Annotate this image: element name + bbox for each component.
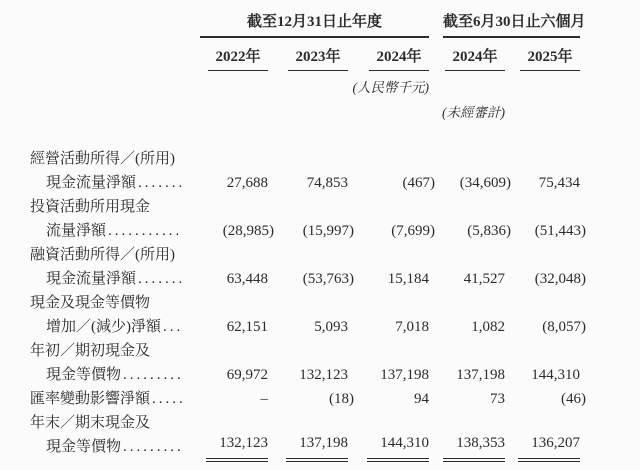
value: 144,310 bbox=[367, 431, 429, 459]
table-row bbox=[30, 411, 580, 459]
period-group-row bbox=[30, 10, 580, 38]
value-cell bbox=[429, 195, 512, 243]
table-row bbox=[30, 195, 580, 243]
row-label bbox=[30, 195, 200, 243]
value: (51,443) bbox=[534, 223, 587, 239]
row-label bbox=[30, 121, 200, 195]
value: (34,609) bbox=[459, 175, 512, 191]
row-label-line: 增加／(減少)淨額 ... bbox=[46, 319, 184, 335]
row-label-line: 匯率變動影響淨額 ..... bbox=[30, 391, 186, 407]
value: (7,699) bbox=[391, 223, 436, 239]
value: (46) bbox=[561, 391, 587, 407]
value-cell bbox=[200, 291, 268, 339]
value: 27,688 bbox=[226, 175, 268, 191]
row-label-line: 經營活動所得／(所用) bbox=[30, 151, 175, 167]
value-cell bbox=[200, 195, 274, 243]
row-label-line: 現金及現金等價物 bbox=[30, 295, 151, 311]
value: 15,184 bbox=[387, 271, 430, 287]
dot-leader: ....... bbox=[138, 175, 186, 191]
value: 69,972 bbox=[226, 367, 268, 383]
period-interim-header: 截至6月30日止六個月 bbox=[443, 10, 580, 38]
row-label-line: 現金流量淨額 ....... bbox=[46, 271, 186, 287]
value-cell bbox=[505, 243, 587, 291]
row-label-line: 現金等價物 ......... bbox=[46, 439, 184, 455]
period-annual-header: 截至12月31日止年度 bbox=[200, 10, 429, 38]
unaudited-note: (未經審計) bbox=[442, 105, 506, 120]
year-2022: 2022年 bbox=[208, 45, 268, 71]
table-row bbox=[30, 243, 580, 291]
value: 138,353 bbox=[443, 431, 505, 459]
row-label-line: 流量淨額 ........... bbox=[46, 223, 183, 239]
dot-leader: ......... bbox=[123, 439, 184, 455]
value: 41,527 bbox=[463, 271, 506, 287]
dot-leader: ..... bbox=[152, 391, 186, 407]
value: (28,985) bbox=[222, 223, 274, 239]
table-row bbox=[30, 387, 580, 411]
year-row bbox=[30, 38, 580, 71]
value-cell bbox=[429, 339, 505, 387]
value: (5,836) bbox=[467, 223, 512, 239]
row-label bbox=[30, 387, 200, 411]
value: (32,048) bbox=[534, 271, 587, 287]
row-label bbox=[30, 339, 200, 387]
row-label bbox=[30, 291, 200, 339]
value-cell bbox=[200, 121, 268, 195]
value-cell bbox=[348, 387, 429, 411]
value: 62,151 bbox=[226, 319, 268, 335]
year-2024: 2024年 bbox=[369, 45, 429, 71]
value: 132,123 bbox=[299, 367, 348, 383]
table-row bbox=[30, 121, 580, 195]
currency-unit-note: (人民幣千元) bbox=[352, 80, 430, 95]
value-cell bbox=[348, 121, 436, 195]
row-label-line: 現金等價物 ......... bbox=[46, 367, 184, 383]
table-row bbox=[30, 291, 580, 339]
value-cell bbox=[348, 291, 429, 339]
value-cell bbox=[268, 339, 348, 387]
value: (467) bbox=[402, 175, 436, 191]
value: 132,123 bbox=[206, 431, 268, 459]
value-cell bbox=[429, 387, 505, 411]
value-cell bbox=[348, 339, 429, 387]
value-cell bbox=[505, 291, 587, 339]
value: 73 bbox=[490, 391, 506, 407]
value: 74,853 bbox=[306, 175, 348, 191]
value-cell bbox=[268, 121, 348, 195]
row-label-line: 投資活動所用現金 bbox=[30, 199, 151, 215]
value: 7,018 bbox=[395, 319, 430, 335]
value: 1,082 bbox=[471, 319, 506, 335]
label-spacer bbox=[30, 38, 200, 71]
value: 75,434 bbox=[538, 175, 581, 191]
value-cell bbox=[429, 243, 505, 291]
value-cell bbox=[348, 243, 429, 291]
value-cell bbox=[200, 387, 268, 411]
value-cell bbox=[505, 339, 580, 387]
label-spacer bbox=[30, 10, 200, 38]
value: 144,310 bbox=[531, 367, 581, 383]
year-2023: 2023年 bbox=[288, 45, 348, 71]
dot-leader: ......... bbox=[123, 367, 184, 383]
value-cell bbox=[429, 291, 505, 339]
row-label-line: 現金流量淨額 ....... bbox=[46, 175, 186, 191]
value: 94 bbox=[414, 391, 430, 407]
year-2024-interim: 2024年 bbox=[445, 45, 505, 71]
value-cell bbox=[429, 121, 512, 195]
value: (53,763) bbox=[302, 271, 354, 287]
value: 137,198 bbox=[286, 431, 348, 459]
value-cell bbox=[505, 387, 587, 411]
value-cell bbox=[268, 411, 348, 459]
value: 137,198 bbox=[456, 367, 506, 383]
value: 5,093 bbox=[314, 319, 348, 335]
value-cell bbox=[268, 195, 354, 243]
value: (18) bbox=[329, 391, 354, 407]
value: (8,057) bbox=[542, 319, 587, 335]
cashflow-summary-table bbox=[30, 10, 587, 459]
unit-note-row bbox=[30, 71, 580, 96]
value-cell bbox=[505, 121, 580, 195]
value: (15,997) bbox=[302, 223, 354, 239]
value-cell bbox=[268, 291, 348, 339]
dot-leader: ........... bbox=[108, 223, 183, 239]
row-label bbox=[30, 243, 200, 291]
row-label-line: 年初／期初現金及 bbox=[30, 343, 151, 359]
value-cell bbox=[348, 195, 436, 243]
value-cell bbox=[429, 411, 505, 459]
value-cell bbox=[348, 411, 429, 459]
value: 137,198 bbox=[380, 367, 430, 383]
unaudited-note-row bbox=[30, 96, 580, 121]
value-cell bbox=[200, 243, 268, 291]
table-row bbox=[30, 339, 580, 387]
row-label-line: 融資活動所得／(所用) bbox=[30, 247, 175, 263]
value: 136,207 bbox=[518, 431, 580, 459]
value-cell bbox=[200, 411, 268, 459]
value: – bbox=[260, 391, 268, 407]
value-cell bbox=[268, 387, 354, 411]
table-body bbox=[30, 121, 587, 459]
value-cell bbox=[505, 411, 580, 459]
row-label bbox=[30, 411, 200, 459]
value-cell bbox=[505, 195, 587, 243]
year-2025-interim: 2025年 bbox=[520, 45, 580, 71]
value-cell bbox=[268, 243, 354, 291]
value: 63,448 bbox=[226, 271, 268, 287]
dot-leader: ... bbox=[163, 319, 184, 335]
row-label-line: 年末／期末現金及 bbox=[30, 415, 151, 431]
dot-leader: ....... bbox=[138, 271, 186, 287]
value-cell bbox=[200, 339, 268, 387]
